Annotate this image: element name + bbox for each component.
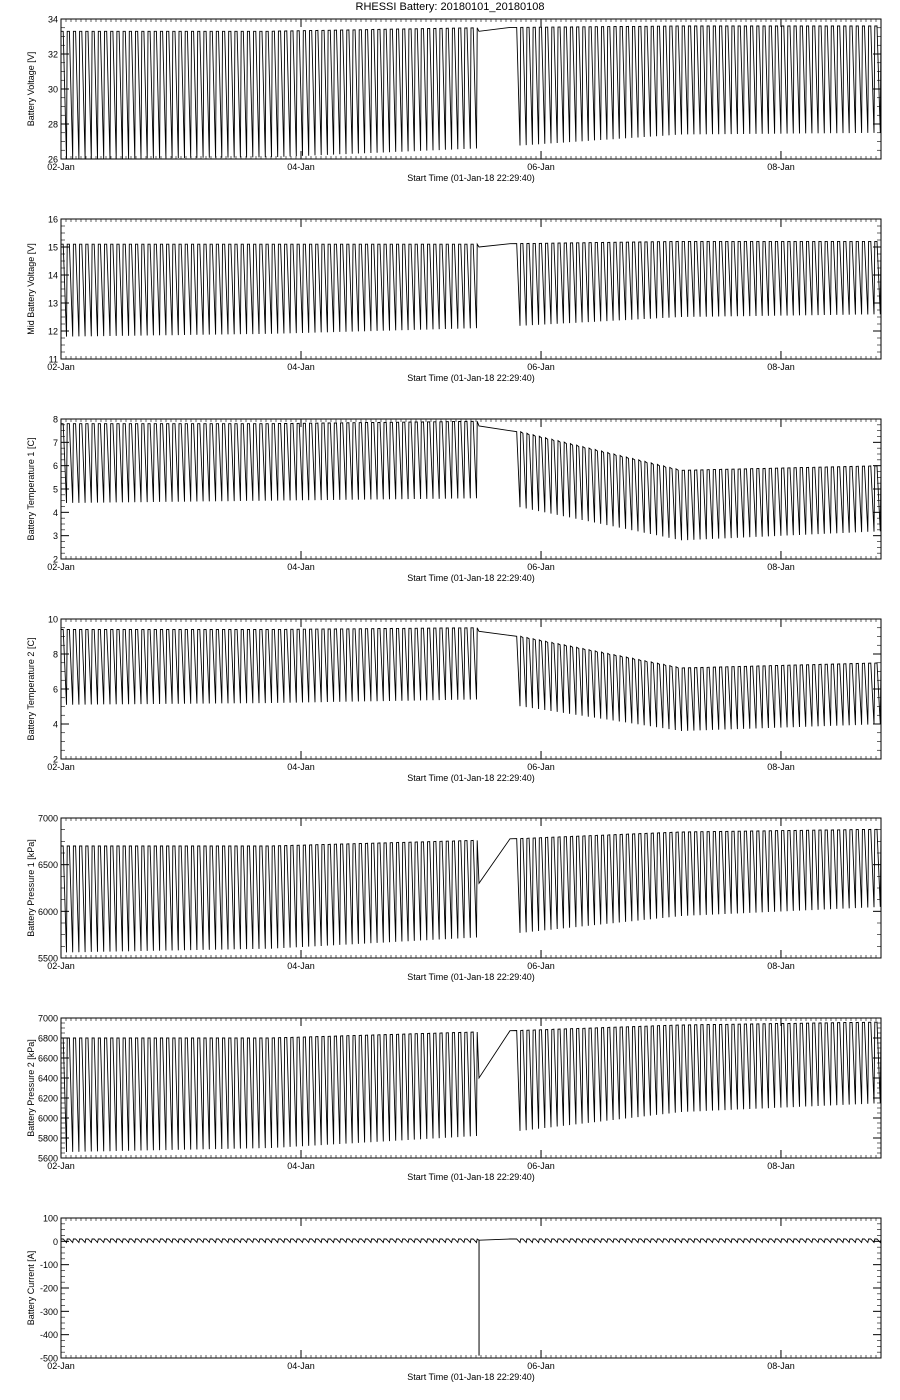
y-tick-label: 5600 [37, 1153, 58, 1164]
y-axis-title: Battery Temperature 1 [C] [26, 437, 36, 541]
y-axis-title: Battery Pressure 2 [kPa] [26, 1039, 36, 1137]
y-tick-label: 11 [48, 354, 58, 365]
series-line [61, 829, 881, 952]
y-tick-label: 6800 [37, 1033, 58, 1044]
y-tick-label: 100 [42, 1213, 58, 1224]
y-axis-title: Battery Pressure 1 [kPa] [26, 839, 36, 937]
x-tick-label: 02-Jan [47, 1361, 75, 1371]
y-tick-label: -500 [39, 1353, 58, 1364]
x-tick-label: 02-Jan [47, 162, 75, 172]
y-tick-label: 0 [52, 1236, 58, 1247]
x-axis-title: Start Time (01-Jan-18 22:29:40) [407, 573, 535, 583]
x-tick-label: 08-Jan [767, 362, 795, 372]
x-tick-label: 08-Jan [767, 762, 795, 772]
x-tick-label: 08-Jan [767, 961, 795, 971]
y-tick-label: 34 [47, 14, 58, 25]
y-tick-label: 5800 [37, 1133, 58, 1144]
x-tick-label: 04-Jan [287, 762, 315, 772]
y-tick-label: 15 [47, 242, 58, 253]
x-axis-title: Start Time (01-Jan-18 22:29:40) [407, 972, 535, 982]
y-tick-label: 8 [52, 649, 58, 660]
y-tick-label: 14 [47, 270, 58, 281]
y-axis-title: Battery Current [A] [26, 1250, 36, 1326]
figure-title: RHESSI Battery: 20180101_20180108 [355, 1, 545, 13]
series-line [61, 1239, 881, 1243]
x-tick-label: 06-Jan [527, 1161, 555, 1171]
y-tick-label: 5500 [37, 953, 58, 964]
y-tick-label: -100 [39, 1260, 58, 1271]
y-tick-label: 3 [52, 531, 58, 542]
y-tick-label: 6500 [37, 860, 58, 871]
y-tick-label: 6 [52, 461, 58, 472]
y-tick-label: 6000 [37, 1113, 58, 1124]
y-tick-label: 7 [52, 437, 58, 448]
x-tick-label: 08-Jan [767, 1161, 795, 1171]
x-axis-title: Start Time (01-Jan-18 22:29:40) [407, 773, 535, 783]
x-tick-label: 06-Jan [527, 1361, 555, 1371]
x-tick-label: 06-Jan [527, 961, 555, 971]
y-tick-label: 5 [52, 484, 58, 495]
x-tick-label: 04-Jan [287, 162, 315, 172]
series-line [61, 1022, 881, 1152]
x-tick-label: 04-Jan [287, 1361, 315, 1371]
y-tick-label: 6000 [37, 906, 58, 917]
series-line [61, 241, 881, 336]
x-axis-title: Start Time (01-Jan-18 22:29:40) [407, 1172, 535, 1182]
x-axis-title: Start Time (01-Jan-18 22:29:40) [407, 173, 535, 183]
x-tick-label: 06-Jan [527, 762, 555, 772]
x-tick-label: 04-Jan [287, 562, 315, 572]
x-tick-label: 02-Jan [47, 362, 75, 372]
x-axis-title: Start Time (01-Jan-18 22:29:40) [407, 373, 535, 383]
series-line [61, 628, 881, 731]
y-axis-title: Battery Temperature 2 [C] [26, 637, 36, 741]
x-tick-label: 08-Jan [767, 562, 795, 572]
y-tick-label: 10 [47, 614, 58, 625]
y-axis-title: Mid Battery Voltage [V] [26, 243, 36, 335]
y-tick-label: 6600 [37, 1053, 58, 1064]
x-tick-label: 02-Jan [47, 762, 75, 772]
x-tick-label: 02-Jan [47, 562, 75, 572]
x-tick-label: 04-Jan [287, 1161, 315, 1171]
y-tick-label: -200 [39, 1283, 58, 1294]
y-tick-label: 4 [52, 507, 58, 518]
y-tick-label: 30 [47, 84, 58, 95]
series-line [61, 26, 881, 159]
series-line [61, 421, 881, 540]
x-tick-label: 08-Jan [767, 1361, 795, 1371]
y-tick-label: 32 [47, 49, 58, 60]
x-tick-label: 06-Jan [527, 362, 555, 372]
x-tick-label: 08-Jan [767, 162, 795, 172]
y-tick-label: 16 [47, 214, 58, 225]
y-tick-label: 6 [52, 684, 58, 695]
x-axis-title: Start Time (01-Jan-18 22:29:40) [407, 1372, 535, 1382]
y-tick-label: 2 [52, 754, 58, 765]
x-tick-label: 06-Jan [527, 162, 555, 172]
y-tick-label: 7000 [37, 813, 58, 824]
y-tick-label: 6200 [37, 1093, 58, 1104]
y-axis-title: Battery Voltage [V] [26, 51, 36, 127]
y-tick-label: 12 [47, 326, 58, 337]
x-tick-label: 02-Jan [47, 961, 75, 971]
y-tick-label: 8 [52, 414, 58, 425]
y-tick-label: 6400 [37, 1073, 58, 1084]
y-tick-label: 2 [52, 554, 58, 565]
x-tick-label: 06-Jan [527, 562, 555, 572]
x-tick-label: 04-Jan [287, 961, 315, 971]
y-tick-label: -400 [39, 1330, 58, 1341]
y-tick-label: 13 [47, 298, 58, 309]
x-tick-label: 04-Jan [287, 362, 315, 372]
y-tick-label: 4 [52, 719, 58, 730]
y-tick-label: 28 [47, 119, 58, 130]
x-tick-label: 02-Jan [47, 1161, 75, 1171]
y-tick-label: 26 [47, 154, 58, 165]
y-tick-label: -300 [39, 1306, 58, 1317]
y-tick-label: 7000 [37, 1013, 58, 1024]
